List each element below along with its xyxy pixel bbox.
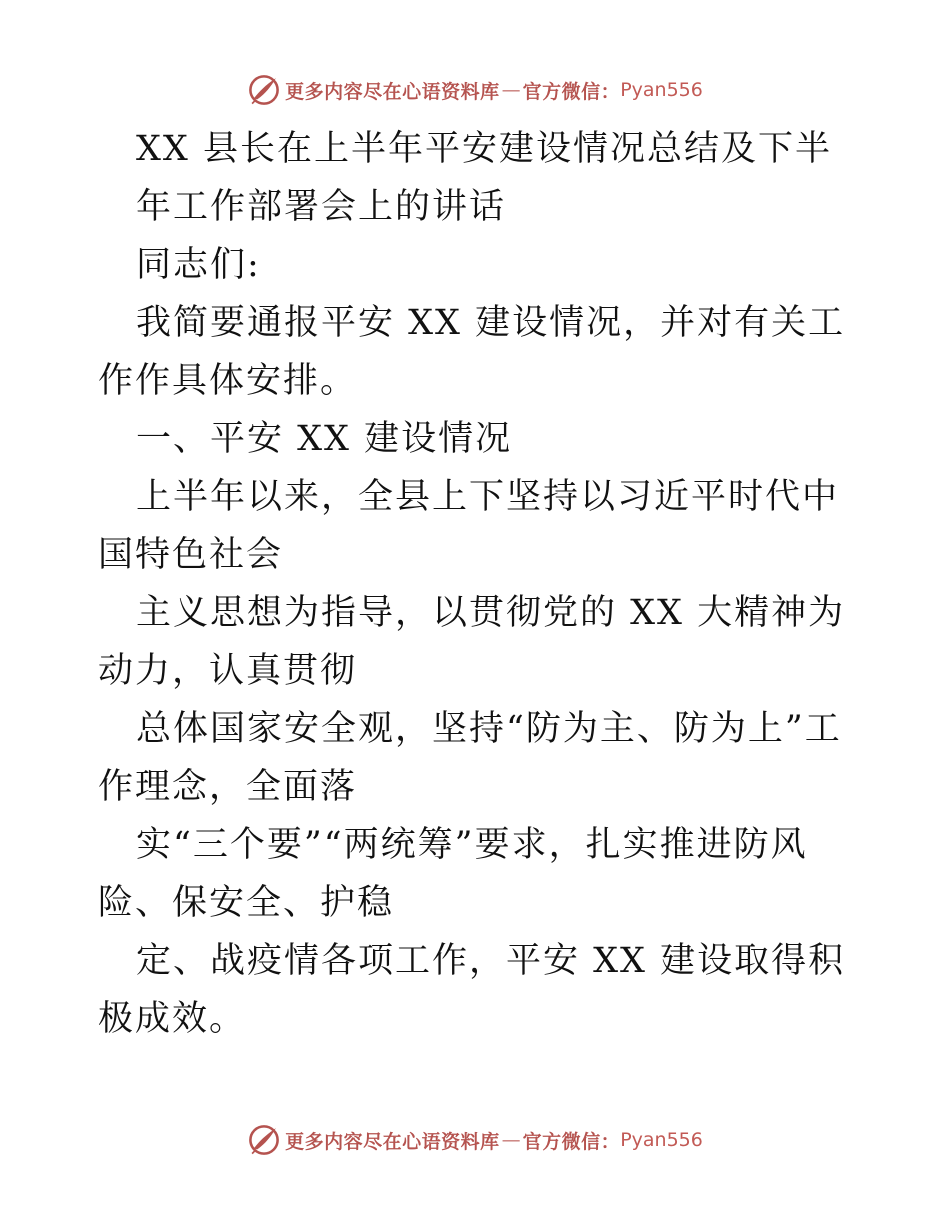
watermark-footer: [0, 1120, 950, 1160]
watermark-dash: —: [501, 79, 521, 101]
salutation: 同志们:: [136, 245, 261, 285]
intro-paragraph: 我简要通报平安 XX 建设情况，并对有关工作作具体安排。: [98, 303, 846, 401]
body-paragraph: 主义思想为指导，以贯彻党的 XX 大精神为动力，认真贯彻: [98, 593, 846, 691]
quill-logo-icon: [247, 73, 281, 107]
quill-logo-icon: [247, 1123, 281, 1157]
body-paragraph: 定、战疫情各项工作，平安 XX 建设取得积极成效。: [98, 941, 846, 1039]
watermark-header: [0, 70, 950, 110]
watermark-dash: —: [501, 1129, 521, 1151]
document-title-line-2: 年工作部署会上的讲话: [136, 187, 507, 227]
watermark-text: 更多内容尽在心语资料库: [285, 1130, 500, 1153]
body-paragraph: 总体国家安全观，坚持“防为主、防为上”工作理念，全面落: [98, 709, 842, 807]
body-paragraph: 实“三个要”“两统筹”要求，扎实推进防风险、保安全、护稳: [98, 825, 808, 923]
section-heading: 一、平安 XX 建设情况: [136, 419, 513, 459]
document-body: [98, 120, 858, 1048]
watermark-wechat-label: 官方微信：: [522, 1130, 621, 1153]
watermark-wechat-id: Pyan556: [620, 1129, 703, 1151]
watermark-wechat-label: 官方微信：: [522, 80, 621, 103]
watermark-wechat-id: Pyan556: [620, 79, 703, 101]
body-paragraph: 上半年以来，全县上下坚持以习近平时代中国特色社会: [98, 477, 840, 575]
watermark-text: 更多内容尽在心语资料库: [285, 80, 500, 103]
document-title-line-1: XX 县长在上半年平安建设情况总结及下半: [136, 129, 832, 169]
